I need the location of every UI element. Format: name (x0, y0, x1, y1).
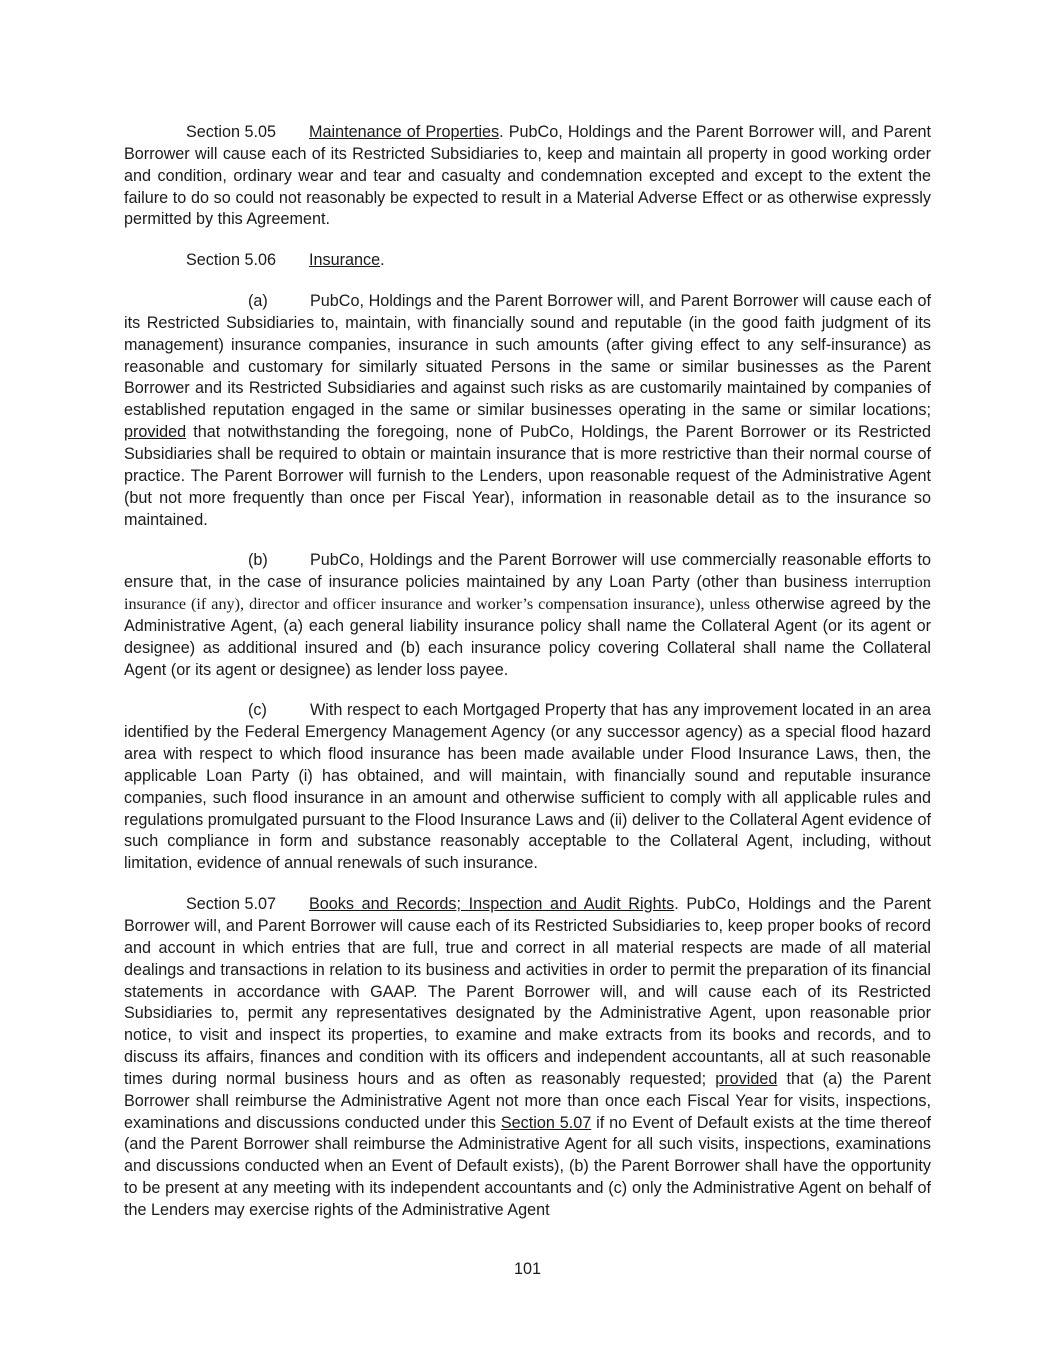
section-5-06-heading-paragraph: Section 5.06 Insurance. (124, 250, 931, 272)
section-heading: Books and Records; Inspection and Audit Rights (309, 895, 675, 914)
provided-term: provided (715, 1069, 778, 1088)
section-5-06-b-paragraph: (b) PubCo, Holdings and the Parent Borrower will use commercially reasonable efforts to ensure that, in the case of insurance policies maintained by any Loan Party (other than business interruption insurance (if any), director and officer insurance and worker’s compensation insurance), unless otherwise agreed by the Administrative Agent, (a) each general liability insurance policy shall name the Collateral Agent (or its agent or designee) as additional insured and (b) each insurance policy covering Collateral shall name the Collateral Agent (or its agent or designee) as lender loss payee. (124, 551, 931, 679)
section-heading: Maintenance of Properties (309, 123, 500, 141)
section-5-07-paragraph: Section 5.07 Books and Records; Inspection and Audit Rights. PubCo, Holdings and the Parent Borrower will, and Parent Borrower will cause each of its Restricted Subsidiaries to, keep proper books of record and account in which entries that are full, true and correct in all material respects are made of all material dealings and transactions in relation to its business and activities in order to permit the preparation of its financial statements in accordance with GAAP. The Parent Borrower will, and will cause each of its Restricted Subsidiaries to, permit any representatives designated by the Administrative Agent, upon reasonable prior notice, to visit and inspect its properties, to examine and make extracts from its books and records, and to discuss its affairs, finances and condition with its officers and independent accountants, all at such reasonable times during normal business hours and as often as reasonably requested; provided that (a) the Parent Borrower shall reimburse the Administrative Agent not more than once each Fiscal Year for visits, inspections, examinations and discussions conducted under this Section 5.07 if no Event of Default exists at the time thereof (and the Parent Borrower shall reimburse the Administrative Agent for all such visits, inspections, examinations and discussions conducted when an Event of Default exists), (b) the Parent Borrower shall have the opportunity to be present at any meeting with its independent accountants and (c) only the Administrative Agent on behalf of the Lenders may exercise rights of the Administrative Agent (124, 895, 932, 1219)
section-label: Section 5.05 (186, 123, 276, 141)
clause-marker: (c) (248, 701, 267, 720)
section-5-06-c-paragraph: (c) With respect to each Mortgaged Property that has any improvement located in an area identified by the Federal Emergency Management Agency (or any successor agency) as a special flood hazard area with respect to which flood insurance has been made available under Flood Insurance Laws, then, the applicable Loan Party (i) has obtained, and will maintain, with financially sound and reputable insurance companies, such flood insurance in an amount and otherwise sufficient to comply with all applicable rules and regulations promulgated pursuant to the Flood Insurance Laws and (ii) deliver to the Collateral Agent evidence of such compliance in form and substance reasonably acceptable to the Collateral Agent, including, without limitation, evidence of annual renewals of such insurance. (124, 701, 931, 873)
clause-marker: (b) (248, 551, 268, 570)
section-body: . PubCo, Holdings and the Parent Borrower will, and Parent Borrower will cause each of its Restricted Subsidiaries to, keep and maintain all property in good working order and condition, ordinary wear and tear and casualty and condemnation excepted and except to the extent the failure to do so could not reasonably be expected to result in a Material Adverse Effect or as otherwise expressly permitted by this Agreement. (124, 123, 931, 229)
clause-marker: (a) (248, 292, 268, 311)
section-label: Section 5.06 (186, 251, 276, 270)
section-5-05-paragraph (124, 122, 931, 231)
section-heading: Insurance (309, 251, 381, 270)
provided-term: provided (124, 423, 187, 442)
section-label: Section 5.07 (186, 895, 276, 914)
section-5-06-a-paragraph: (a) PubCo, Holdings and the Parent Borrower will, and Parent Borrower will cause each of its Restricted Subsidiaries to, maintain, with financially sound and reputable (in the good faith judgment of its management) insurance companies, insurance in such amounts (after giving effect to any self-insurance) as reasonable and customary for similarly situated Persons in the same or similar businesses as the Parent Borrower and its Restricted Subsidiaries and against such risks as are customarily maintained by companies of established reputation engaged in the same or similar businesses operating in the same or similar locations; provided that notwithstanding the foregoing, none of PubCo, Holdings, the Parent Borrower or its Restricted Subsidiaries shall be required to obtain or maintain insurance that is more restrictive than their normal course of practice. The Parent Borrower will furnish to the Lenders, upon reasonable request of the Administrative Agent (but not more frequently than once per Fiscal Year), information in reasonable detail as to the insurance so maintained. (124, 292, 931, 529)
document-page (124, 122, 931, 1241)
section-cross-reference: Section 5.07 (500, 1113, 592, 1132)
page-number: 101 (513, 1260, 541, 1278)
